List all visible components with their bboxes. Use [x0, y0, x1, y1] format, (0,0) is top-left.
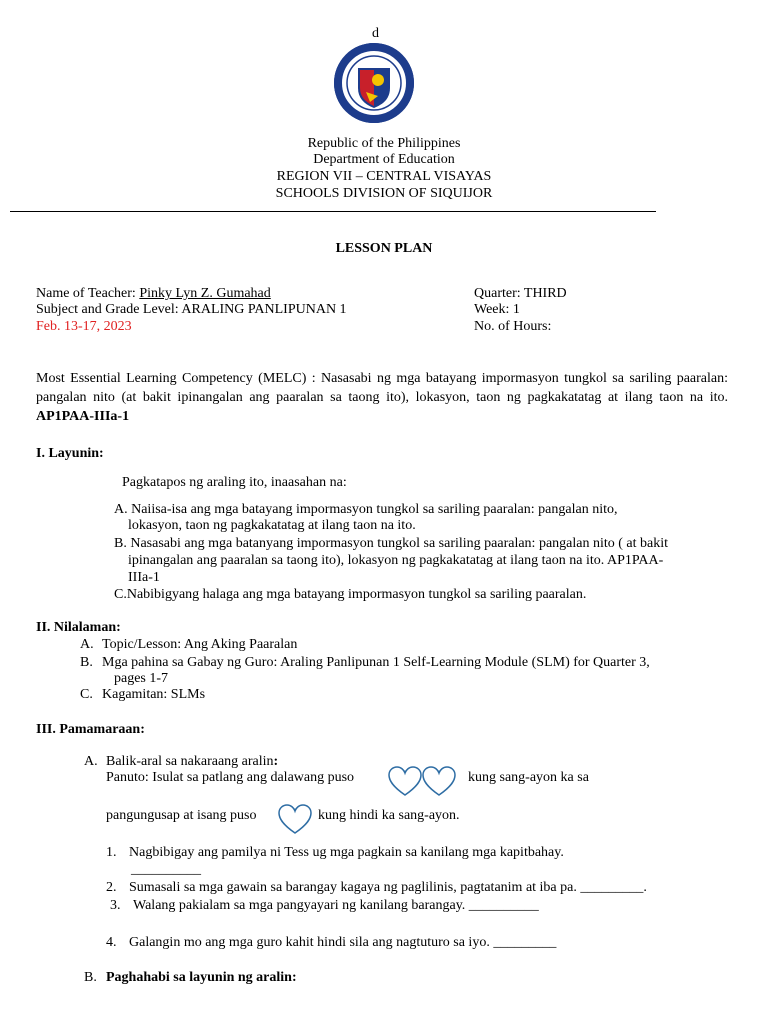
objective-b-line2: ipinangalan ang paaralan sa taong ito), lokasyon ng pagkakatatag at ilang taon na ito. AP1PAA-	[128, 553, 664, 568]
item-3-text: Walang pakialam sa mga pangyayari ng kanilang barangay. __________	[133, 898, 539, 913]
item-2-text: Sumasali sa mga gawain sa barangay kagaya ng paglilinis, pagtatanim at iba pa. _________.	[129, 880, 647, 895]
balik-aral-label: Balik-aral sa nakaraang aralin	[106, 754, 274, 769]
item-4-number: 4.	[106, 935, 117, 950]
nilalaman-c-letter: C.	[80, 687, 93, 702]
nilalaman-topic: Topic/Lesson: Ang Aking Paaralan	[102, 637, 298, 652]
item-1-number: 1.	[106, 845, 117, 860]
melc-code: AP1PAA-IIIa-1	[36, 409, 130, 424]
pamamaraan-a-letter: A.	[84, 754, 98, 769]
balik-aral-title	[106, 754, 278, 770]
objective-c: C.Nabibigyang halaga ang mga batayang impormasyon tungkol sa sariling paaralan.	[114, 587, 587, 602]
melc-text: Most Essential Learning Competency (MELC) : Nasasabi ng mga batayang impormasyon tungkol sa sariling paaralan: pangalan nito (at bakit ipinangalan ang paaralan sa taong ito), lokasyon, taon ng pagkakatatag at ilang taon na ito.	[36, 371, 728, 405]
objective-b-line3: IIIa-1	[128, 570, 160, 585]
header-line-deped: Department of Education	[313, 152, 455, 167]
item-2-number: 2.	[106, 880, 117, 895]
header-line-republic: Republic of the Philippines	[307, 136, 461, 151]
deped-seal	[320, 26, 428, 124]
header-line-region: REGION VII – CENTRAL VISAYAS	[276, 169, 492, 184]
panuto-line1: Panuto: Isulat sa patlang ang dalawang puso	[106, 770, 355, 785]
melc-paragraph	[36, 369, 728, 426]
heart-icon	[276, 804, 314, 834]
objective-a-line2: lokasyon, taon ng pagkakatatag at ilang taon na ito.	[128, 518, 416, 533]
panuto-line1-end: kung sang-ayon ka sa	[468, 770, 589, 785]
teacher-name: Pinky Lyn Z. Gumahad	[139, 286, 271, 301]
header-divider	[10, 211, 656, 212]
quarter: Quarter: THIRD	[474, 286, 567, 301]
item-4-text: Galangin mo ang mga guro kahit hindi sila ang nagtuturo sa iyo. _________	[129, 935, 557, 950]
nilalaman-materials: Kagamitan: SLMs	[102, 687, 206, 702]
teacher-label: Name of Teacher:	[36, 286, 140, 301]
balik-aral-colon: :	[273, 754, 279, 769]
week: Week: 1	[474, 302, 520, 317]
teacher-row	[36, 286, 271, 302]
objective-a-line1: A. Naiisa-isa ang mga batayang impormasyon tungkol sa sariling paaralan: pangalan nito,	[114, 502, 618, 517]
two-hearts-icon	[388, 766, 456, 798]
item-1-text: Nagbibigay ang pamilya ni Tess ug mga pagkain sa kanilang mga kapitbahay.	[129, 845, 564, 860]
subject-grade: Subject and Grade Level: ARALING PANLIPUNAN 1	[36, 302, 347, 317]
pamamaraan-b-letter: B.	[84, 970, 97, 985]
layunin-intro: Pagkatapos ng araling ito, inaasahan na:	[122, 475, 347, 490]
header-line-division: SCHOOLS DIVISION OF SIQUIJOR	[275, 186, 493, 201]
lesson-date: Feb. 13-17, 2023	[36, 319, 132, 334]
nilalaman-reference-line2: pages 1-7	[114, 671, 169, 686]
section-pamamaraan-heading: III. Pamamaraan:	[36, 722, 145, 737]
nilalaman-a-letter: A.	[80, 637, 94, 652]
nilalaman-b-letter: B.	[80, 655, 93, 670]
document-title: LESSON PLAN	[335, 241, 433, 256]
hours: No. of Hours:	[474, 319, 552, 334]
nilalaman-reference-line1: Mga pahina sa Gabay ng Guro: Araling Panlipunan 1 Self-Learning Module (SLM) for Quarter 3,	[102, 655, 650, 670]
section-layunin-heading: I. Layunin:	[36, 446, 104, 461]
paghahabi-title: Paghahabi sa layunin ng aralin:	[106, 970, 297, 985]
panuto-line2: pangungusap at isang puso	[106, 808, 257, 823]
seal-mark: d	[372, 26, 379, 41]
panuto-line2-end: kung hindi ka sang-ayon.	[318, 808, 460, 823]
objective-b-line1: B. Nasasabi ang mga batanyang impormasyon tungkol sa sariling paaralan: pangalan nito ( at bakit	[114, 536, 669, 551]
item-3-number: 3.	[110, 898, 121, 913]
section-nilalaman-heading: II. Nilalaman:	[36, 620, 121, 635]
item-1-blank: __________	[131, 862, 201, 877]
